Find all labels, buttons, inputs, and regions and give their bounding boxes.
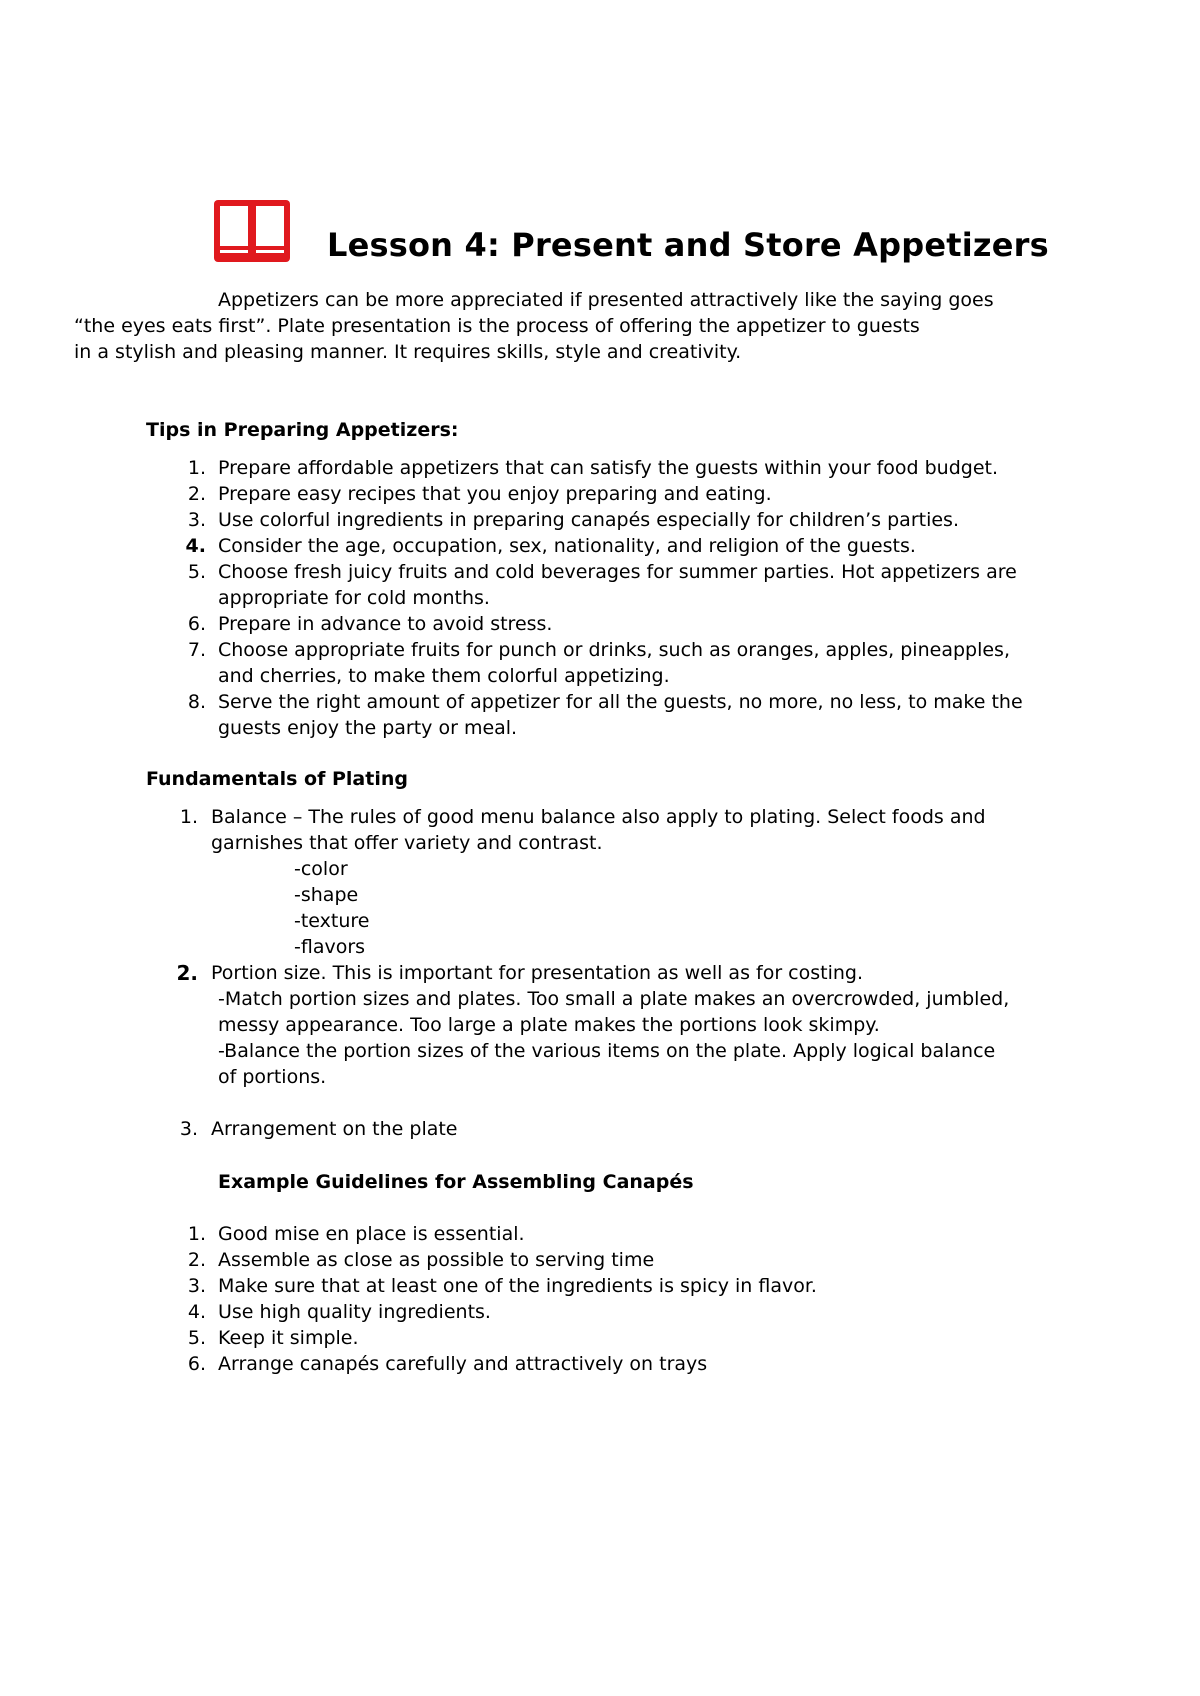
item-text: Consider the age, occupation, sex, nationality, and religion of the guests.: [218, 535, 916, 557]
tips-list: [146, 455, 1066, 741]
sub-item: -shape: [294, 884, 359, 906]
item-text-continued: -Balance the portion sizes of the various items on the plate. Apply logical balance: [218, 1040, 996, 1062]
item-text: Prepare in advance to avoid stress.: [218, 613, 553, 635]
lesson-header: [212, 198, 1112, 268]
item-text-continued: and cherries, to make them colorful appetizing.: [218, 665, 670, 687]
item-text-continued: garnishes that offer variety and contrast.: [211, 832, 603, 854]
sub-item: -texture: [294, 910, 370, 932]
item-number: 3.: [187, 509, 206, 531]
item-number: 1.: [179, 806, 198, 828]
item-number: 3.: [187, 1275, 206, 1297]
lesson-title: Lesson 4: Present and Store Appetizers: [327, 226, 1049, 264]
item-text: Choose appropriate fruits for punch or drinks, such as oranges, apples, pineapples,: [218, 639, 1010, 661]
item-number: 6.: [187, 613, 206, 635]
list-item: [146, 1247, 1066, 1273]
canapes-heading: Example Guidelines for Assembling Canapés: [218, 1171, 694, 1193]
item-text: Choose fresh juicy fruits and cold beverages for summer parties. Hot appetizers are: [218, 561, 1017, 583]
item-number: 2.: [187, 483, 206, 505]
item-text-continued: appropriate for cold months.: [218, 587, 490, 609]
item-number: 3.: [179, 1118, 198, 1140]
list-item: [146, 1116, 1066, 1142]
list-item: [146, 637, 1066, 689]
item-text-continued: guests enjoy the party or meal.: [218, 717, 518, 739]
item-number: 6.: [187, 1353, 206, 1375]
sub-item: -color: [294, 858, 348, 880]
intro-line: “the eyes eats first”. Plate presentation is the process of offering the appetizer to guests: [74, 315, 920, 337]
item-number: 5.: [187, 561, 206, 583]
balance-subitems: [294, 856, 1066, 960]
list-item: [146, 481, 1066, 507]
item-number: 7.: [187, 639, 206, 661]
item-text: Use colorful ingredients in preparing canapés especially for children’s parties.: [218, 509, 959, 531]
item-text-continued: messy appearance. Too large a plate makes the portions look skimpy.: [218, 1014, 880, 1036]
item-number: 5.: [187, 1327, 206, 1349]
list-item: [146, 1325, 1066, 1351]
list-item: [146, 1273, 1066, 1299]
list-item: [146, 689, 1066, 741]
sub-item: -flavors: [294, 936, 366, 958]
item-text: Prepare affordable appetizers that can satisfy the guests within your food budget.: [218, 457, 999, 479]
intro-line: in a stylish and pleasing manner. It requires skills, style and creativity.: [74, 341, 742, 363]
item-text: Balance – The rules of good menu balance also apply to plating. Select foods and: [211, 806, 986, 828]
list-item: [146, 960, 1066, 1090]
intro-line: Appetizers can be more appreciated if presented attractively like the saying goes: [218, 289, 994, 311]
item-text: Arrangement on the plate: [211, 1118, 458, 1140]
plating-list: [146, 804, 1066, 1142]
item-text: Serve the right amount of appetizer for all the guests, no more, no less, to make the: [218, 691, 1023, 713]
tips-heading: Tips in Preparing Appetizers:: [146, 419, 459, 441]
item-text: Arrange canapés carefully and attractively on trays: [218, 1353, 708, 1375]
list-item: [146, 1351, 1066, 1377]
list-item: [146, 559, 1066, 611]
plating-heading: Fundamentals of Plating: [146, 768, 408, 790]
item-text: Keep it simple.: [218, 1327, 359, 1349]
item-text: Assemble as close as possible to serving time: [218, 1249, 655, 1271]
item-number: 4.: [187, 1301, 206, 1323]
list-item: [146, 533, 1066, 559]
intro-paragraph: [74, 287, 1066, 365]
canapes-list: [146, 1221, 1066, 1377]
list-item: [146, 1299, 1066, 1325]
item-text: Good mise en place is essential.: [218, 1223, 525, 1245]
item-number: 2.: [187, 1249, 206, 1271]
list-item: [146, 1221, 1066, 1247]
item-number: 1.: [187, 457, 206, 479]
item-text: Portion size. This is important for presentation as well as for costing.: [211, 962, 864, 984]
item-number: 4.: [185, 535, 206, 557]
list-item: [146, 507, 1066, 533]
item-text: Make sure that at least one of the ingredients is spicy in flavor.: [218, 1275, 817, 1297]
list-item: [146, 455, 1066, 481]
spacer: [146, 1090, 1066, 1116]
open-book-icon: [212, 198, 292, 264]
item-text: Prepare easy recipes that you enjoy preparing and eating.: [218, 483, 772, 505]
item-text-continued: of portions.: [218, 1066, 327, 1088]
item-text-continued: -Match portion sizes and plates. Too small a plate makes an overcrowded, jumbled,: [218, 988, 1010, 1010]
list-item: [146, 611, 1066, 637]
item-text: Use high quality ingredients.: [218, 1301, 491, 1323]
item-number: 8.: [187, 691, 206, 713]
list-item: [146, 804, 1066, 960]
item-number: 1.: [187, 1223, 206, 1245]
item-number: 2.: [176, 961, 198, 985]
